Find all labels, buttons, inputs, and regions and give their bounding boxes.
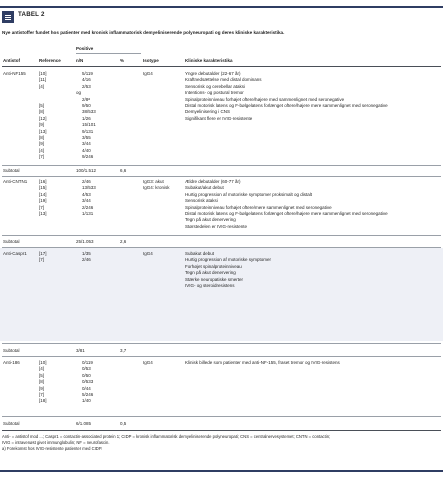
nN-cell: 2/8ᵃ xyxy=(82,96,90,102)
nN-cell: 0/50 xyxy=(82,372,91,378)
nN-cell: 4/16 xyxy=(82,77,91,83)
clinical-line: Klinisk billede som patienter med anti-NF-155, fraset tremor og IVIG-resistens xyxy=(185,360,340,365)
antistof-name: Anti-NF155 xyxy=(3,71,26,76)
reference-cell: [4] xyxy=(39,366,45,372)
reference-cell: [13] xyxy=(39,211,47,216)
reference-cell: [7] xyxy=(39,204,45,210)
header-reference: Reference xyxy=(39,58,61,63)
row-rule xyxy=(2,343,441,344)
header-positive-rule xyxy=(76,53,141,54)
clinical-line: Spinalproteinniveau forhøjet oftere/mere sammenlignet med seronegative xyxy=(185,204,332,210)
clinical-line: Subakut debut xyxy=(185,251,215,256)
footnote-abbrev: Anti- = antistof mod ...; Caspr1 = contactin-associated protein 1; CIDP = kronisk inflammatorisk demyeliniserende polyneuropati; CNS = centralnervesystemet; CNTN = contactin; xyxy=(2,434,331,439)
clinical-line: Signifikant flere er IVIG-resistente xyxy=(185,115,253,121)
nN-cell: 2/46 xyxy=(82,179,91,184)
clinical-line: Spinalproteinniveau forhøjet oftere/højere med sammenlignet med seronegative xyxy=(185,96,345,102)
nN-cell: 0/44 xyxy=(82,385,91,391)
clinical-line: Yngre debutalder (22-67 år) xyxy=(185,71,241,76)
top-rule xyxy=(0,6,443,8)
clinical-line: Sensorisk ataksi xyxy=(185,198,218,204)
table-caption: Nye antistoffer fundet hos patienter med kronisk inflammatorisk demyeliniserende polyneuropati og deres kliniske karakteristika. xyxy=(2,30,285,35)
nN-cell: 3/44 xyxy=(82,141,91,147)
reference-cell: [8] xyxy=(39,135,45,140)
nN-cell: 3/44 xyxy=(82,198,91,204)
nN-cell: 4/40 xyxy=(82,147,91,153)
clinical-line: Størstedelen er IVIG-resistente xyxy=(185,223,248,229)
nN-cell: 1/40 xyxy=(82,398,91,404)
reference-cell: [4] xyxy=(39,83,45,89)
subtotal-label: Subtotal xyxy=(3,239,20,244)
footnote-abbrev-2: IVIG = intravenøst givet immunglobulin; NF = neurofascin. xyxy=(2,440,110,445)
reference-cell: [14] xyxy=(39,191,47,197)
reference-cell: [16] xyxy=(39,179,47,184)
clinical-line: Hurtig progression af motoriske symptomer proksimalt og distalt xyxy=(185,191,313,197)
nN-cell: 0/53 xyxy=(82,366,91,372)
reference-cell: [8] xyxy=(39,109,45,115)
isotype-value: IgG4 xyxy=(143,71,153,76)
reference-cell: [7] xyxy=(39,154,45,160)
subtotal-pct: 2,6 xyxy=(120,239,127,244)
reference-cell: [8] xyxy=(39,379,45,385)
clinical-line: Tegn på akut denervering xyxy=(185,217,236,223)
subtotal-nN: 6/1.085 xyxy=(76,421,92,426)
subtotal-nN: 25/1.053 xyxy=(76,239,94,244)
footnote-a: a) Forekomst hos IVIG-resistente patienter med CIDP. xyxy=(2,446,103,451)
header-kliniske: Kliniske karakteristika xyxy=(185,58,233,63)
header-pct: % xyxy=(120,58,125,63)
header-antistof: Antistof xyxy=(3,58,20,63)
nN-cell: 9/50 xyxy=(82,103,91,108)
row-rule xyxy=(2,176,441,177)
subtotal-pct: 3,7 xyxy=(120,348,127,353)
reference-cell: [9] xyxy=(39,141,45,147)
nN-cell: 0/533 xyxy=(82,379,94,385)
clinical-line: Demyelinisering i CNS xyxy=(185,109,231,115)
subtotal-nN: 3/81 xyxy=(76,348,85,353)
reference-cell: [9] xyxy=(39,385,45,391)
nN-cell: 1/35 xyxy=(82,251,91,256)
reference-cell: [5] xyxy=(39,372,45,378)
nN-cell: 4/53 xyxy=(82,191,91,197)
clinical-line: IVIG- og steroidresistens xyxy=(185,283,235,288)
antistof-name: Anti-CNTN1 xyxy=(3,179,28,184)
clinical-line: Ældre debutalder (60-77 år) xyxy=(185,179,241,184)
nN-cell: 15/101 xyxy=(82,122,96,128)
clinical-line: Distal motorisk latens og F-bølgelatens forlænget oftere/højere mere sammenlignet med seronegative xyxy=(185,211,388,216)
row-rule xyxy=(2,235,441,236)
nN-cell: og xyxy=(76,90,82,96)
clinical-line: Intentions- og postural tremor xyxy=(185,90,244,96)
reference-cell: [11] xyxy=(39,77,47,83)
clinical-line: Hurtig progression af motoriske symptomer xyxy=(185,257,272,263)
bottom-rule xyxy=(0,470,443,472)
subtotal-label: Subtotal xyxy=(3,348,20,353)
nN-cell: 1/131 xyxy=(82,211,94,216)
nN-cell: 3/55 xyxy=(82,135,91,140)
header-positive: Positive xyxy=(76,46,94,51)
clinical-line: Stærke neuropatiske smerter xyxy=(185,276,244,282)
reference-cell: [9] xyxy=(39,122,45,128)
nN-cell: 9/246 xyxy=(82,154,94,160)
antistof-name: Anti-186 xyxy=(3,360,20,365)
header-nN: n/N xyxy=(76,58,84,63)
clinical-line: Sensorisk og cerebellar ataksi xyxy=(185,83,246,89)
reference-cell: [18] xyxy=(39,398,47,404)
nN-cell: 2/53 xyxy=(82,83,91,89)
row-rule xyxy=(2,356,441,357)
reference-cell: [17] xyxy=(39,251,47,256)
isotype-value: IgG4 xyxy=(143,251,153,256)
subtotal-pct: 6,6 xyxy=(120,168,127,173)
nN-cell: 2/246 xyxy=(82,204,94,210)
header-isotype: Isotype xyxy=(143,58,159,63)
table-icon xyxy=(2,11,14,23)
reference-cell: [13] xyxy=(39,128,47,134)
reference-cell: [12] xyxy=(39,115,47,121)
reference-cell: [4] xyxy=(39,147,45,153)
reference-cell: [19] xyxy=(39,198,47,204)
nN-cell: 38/533 xyxy=(82,109,96,115)
clinical-line: Forhøjet spinalproteinniveau xyxy=(185,263,242,269)
isotype-value: IgG4 xyxy=(143,360,153,365)
reference-cell: [5] xyxy=(39,103,45,108)
reference-cell: [7] xyxy=(39,392,45,397)
subtotal-label: Subtotal xyxy=(3,421,20,426)
reference-cell: [10] xyxy=(39,360,47,365)
subtotal-nN: 100/1.512 xyxy=(76,168,97,173)
subtotal-label: Subtotal xyxy=(3,168,20,173)
table-tag: TABEL 2 xyxy=(18,11,45,18)
isotype-value: IgG4: kronisk xyxy=(143,185,170,191)
reference-cell: [7] xyxy=(39,257,45,263)
clinical-line: Kraftnedsættelse med distal dominans xyxy=(185,77,262,83)
reference-cell: [15] xyxy=(39,185,47,191)
isotype-value: IgG3: akut xyxy=(143,179,164,184)
clinical-line: Tegn på akut denervering xyxy=(185,270,236,276)
nN-cell: 2/46 xyxy=(82,257,91,263)
antistof-name: Anti-Caspr1 xyxy=(3,251,27,256)
row-rule xyxy=(2,416,441,417)
nN-cell: 13/533 xyxy=(82,185,96,191)
subtotal-pct: 0,5 xyxy=(120,421,127,426)
row-rule xyxy=(2,165,441,166)
clinical-line: Distal motorisk latens og F-bølgelatens forlænget oftere/højere mere sammenlignet med seronegative xyxy=(185,103,388,108)
nN-cell: 0/119 xyxy=(82,360,93,365)
nN-cell: 1/26 xyxy=(82,115,91,121)
nN-cell: 9/131 xyxy=(82,128,94,134)
table-bottom-rule xyxy=(2,430,441,431)
reference-cell: [10] xyxy=(39,71,47,76)
nN-cell: 5/119 xyxy=(82,71,93,76)
clinical-line: Subakut/akut debut xyxy=(185,185,224,191)
nN-cell: 5/246 xyxy=(82,392,94,397)
